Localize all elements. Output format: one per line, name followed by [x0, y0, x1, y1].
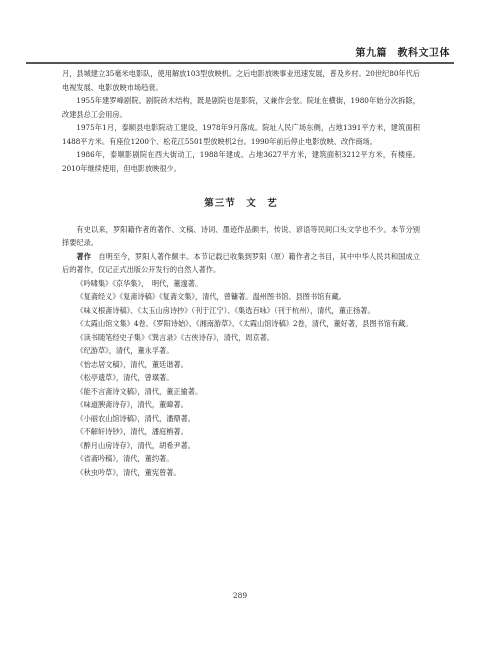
- section-intro: 有史以来，罗阳籍作者的著作、文稿、诗词、墨迹作品颇丰，传说、谚语等民间口头文学也不少。本节分别择要纪录。: [62, 224, 420, 247]
- list-item: 《纪游草》，清代，董永孚著。: [76, 346, 174, 355]
- list-item: 《秋虫吟草》，清代，董宪曾著。: [76, 467, 181, 477]
- list-item: 《吟啸集》《京华集》， 明代，董邃著。: [76, 278, 203, 288]
- list-item: 《味义根斋诗稿》、《太玉山房诗抄》（刊于江宁）、《集选百咏》（刊于杭州），清代，董正扬著。: [76, 305, 375, 315]
- subhead-label: 著作: [76, 251, 92, 261]
- list-item: 《不解轩诗钞》，清代，潘庭柟著。: [76, 427, 188, 436]
- list-item: 《太霞山馆文集》4卷、《罗阳诗始》、《湘南游草》、《太霞山馆诗稿》2卷，清代，董好著，县图书馆有藏。: [76, 319, 413, 328]
- list-item: 《小丽农山馆诗稿》，清代，潘鼎著。: [76, 413, 195, 423]
- list-item: 《省斋吟稿》，清代，董约著。: [76, 454, 174, 463]
- list-item: 《复斋经义》《复斋诗稿》《复斋文集》，清代，曾镛著。温州图书馆、县图书馆有藏。: [76, 292, 346, 301]
- section-title: 第三节 文 艺: [204, 198, 278, 209]
- paragraph: 月，县城建立35毫米电影队，使用解放103型放映机。之后电影放映事业迅速发展，普及乡村。20世纪80年代后电视发展、电影放映市场趋衰。: [62, 69, 420, 92]
- works-list: [62, 277, 420, 480]
- subhead-text: 自明至今，罗阳人著作颇丰。本节记载已收集到罗阳（原）籍作者之书目，其中中华人民共和国成立后的著作，仅记正式出版公开发行的自然人著作。: [62, 251, 420, 274]
- page-content: [62, 67, 420, 479]
- list-item: 《能不言斋诗文稿》，清代，董正揄著。: [76, 386, 203, 396]
- paragraph: 1975年1月，泰顺县电影院动工建设，1978年9月落成。院址人民广场东侧，占地1391平方米，建筑面积1488平方米。有座位1200个、松花江5501型放映机2台。1990年前后停止电影放映、改作商场。: [62, 123, 420, 146]
- list-item: 《读书随笔经史子集》《巽言录》《古侠诗存》，清代，周京著。: [76, 332, 275, 342]
- header-title: 第九篇 教科文卫体: [355, 48, 450, 59]
- list-item: 《松亭遗草》，清代，曾璜著。: [76, 373, 174, 382]
- list-item: 《怡志居文稿》，清代，董廷谐著。: [76, 359, 188, 369]
- page-header: [26, 40, 454, 64]
- paragraph: 1955年建罗峰剧院。剧院砖木结构，既是剧院也是影院，又兼作会堂。院址在横街，1980年始分次拆除，改建县总工会用房。: [62, 96, 420, 119]
- list-item: 《醉月山房诗存》，清代，胡希尹著。: [76, 440, 195, 450]
- list-item: 《味道腴斋诗存》，清代，董暐著。: [76, 400, 188, 409]
- paragraph: 1986年，泰顺影剧院在西大街动工，1988年建成。占地3627平方米，建筑面积3212平方米，有楼座。2010年继续使用，但电影放映很少。: [62, 150, 420, 173]
- subhead-paragraph: [62, 250, 420, 277]
- page-number: 289: [232, 591, 248, 600]
